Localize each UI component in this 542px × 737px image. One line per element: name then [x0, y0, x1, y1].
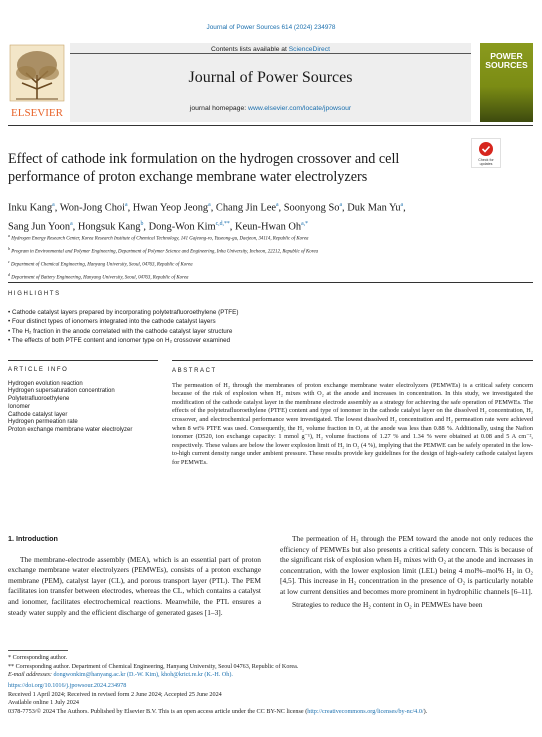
author-affiliation-marker[interactable]: a	[125, 202, 128, 208]
highlight-item: • Four distinct types of ionomers integrated into the cathode catalyst layers	[8, 318, 216, 325]
author-list: Inku Kang$^a$, Won-Jong Choi$^a$, Hwan Yeop Jeong$^a$, Chang Jin Lee$^a$, Soonyong So$^a$, Duk Man Yu$^a$, Sang Jun Yoon$^a$, Hongsuk Kang$^b$, Dong-Won Kim$^{c,d,**}$, Keun-Hwan $Oh^{a,*}$	[8, 202, 406, 233]
license-line	[8, 708, 533, 717]
keyword: Proton exchange membrane water electrolyzer	[8, 426, 133, 433]
abstract-heading: ABSTRACT	[172, 368, 217, 374]
author-name[interactable]: Inku Kang	[8, 202, 53, 214]
affiliation	[8, 270, 528, 283]
affiliation-marker: b	[8, 245, 10, 251]
author-name[interactable]: Hongsuk Kang	[77, 221, 141, 233]
elsevier-tree-logo	[8, 43, 66, 122]
affiliation-text: Department of Chemical Engineering, Hanyang University, Seoul, 04763, Republic of Korea	[11, 262, 193, 268]
abstract-rule	[172, 360, 533, 361]
highlight-item: • Cathode catalyst layers prepared by incorporating polytetrafluoroethylene (PTFE)	[8, 308, 239, 316]
keyword: Hydrogen evolution reaction	[8, 380, 83, 387]
cover-title	[480, 52, 533, 70]
affiliation	[8, 257, 528, 270]
journal-title: Journal of Power Sources	[188, 69, 353, 86]
affiliation-text: Program in Environmental and Polymer Engineering, Department of Polymer Science and Engineering, Inha University, Incheon, 22212, Republic of Korea	[11, 249, 319, 255]
affiliation-marker: c	[8, 258, 10, 264]
contents-line	[70, 46, 471, 53]
author-affiliation-marker[interactable]: b	[140, 221, 144, 228]
license-prefix: 0378-7753/© 2024 The Authors. Published by Elsevier B.V. This is an open access article under the CC BY-NC license (	[8, 707, 308, 715]
author-name[interactable]: Keun-Hwan Oh	[234, 221, 302, 233]
abstract-text: The permeation of H₂ through the membranes of proton exchange membrane water electrolyzers (PEMWEs) is a critical safety concern because of the risk of explosion when H₂ mixes with O₂ at the anode and increases in concentration. In this study, we investigated the modification of the cathode catalyst layer in the membrane electrode assembly as a strategy for achieving the safe operation of PEMWEs. The effects of the polytetrafluoroethylene (PTFE) content and type of ionomer in the cathode catalyst layer on the dissolved H₂ concentration, H₂ crossover, and electrochemical performance were investigated. The lowest dissolved H₂ concentration and H₂ permeation rate were achieved when 8 wt% PTFE was used. Consequently, the H₂ volume fraction in O₂ at the anode was less than 0.88 %. Additionally, using the Nafion ionomer (D520, ion exchange capacity: 1 mmol g⁻¹), H₂ volume fractions of 1.27 % and 1.34 % were obtained at 0.08 and 5 A cm⁻², respectively. These values are below the lower explosion limit of H₂ in O₂ (4 %), implying that the PEMWE can be safely operated in the low-to-high current density range under ambient pressure. These results provide key guidelines for the design of high-safety cathode catalyst layers for PEMWEs.	[172, 381, 533, 466]
keywords-list	[8, 381, 158, 435]
article-title: Effect of cathode ink formulation on the hydrogen crossover and cell performance of proton exchange membrane water electrolyzers	[8, 151, 400, 185]
journal-cover-thumbnail[interactable]	[480, 43, 533, 122]
footnote-rule	[8, 650, 68, 651]
author-affiliation-marker[interactable]: a	[70, 221, 73, 228]
author-affiliation-marker[interactable]: a,*	[301, 221, 308, 228]
cover-title-2: SOURCES	[485, 60, 528, 70]
homepage-link[interactable]: www.elsevier.com/locate/jpowsour	[248, 105, 352, 112]
intro-heading: 1. Introduction	[8, 534, 58, 543]
svg-text:Check for: Check for	[478, 158, 494, 162]
journal-banner	[70, 43, 471, 122]
highlights-divider	[8, 282, 533, 283]
sciencedirect-link[interactable]: ScienceDirect	[288, 46, 330, 53]
author-affiliation-marker[interactable]: a	[52, 202, 55, 208]
abstract-section	[172, 368, 533, 468]
keyword: Hydrogen permeation rate	[8, 419, 78, 426]
body-left-column	[8, 534, 261, 618]
author-affiliation-marker[interactable]: a	[400, 202, 404, 208]
masthead-divider	[8, 125, 533, 126]
masthead	[8, 43, 533, 122]
highlights-heading: HIGHLIGHTS	[8, 291, 61, 297]
intro-paragraph: The permeation of H₂ through the PEM toward the anode not only reduces the efficiency of PEMWEs but also presents a critical safety concern. This is because of the significant risk of explosion when H₂ mixes with O₂ at the anode and increases in concentration, with the lower explosion limit (LEL) being 4 mol%–mol% H₂ in O₂ [4,5]. This increase in H₂ concentration in the presence of O₂ is particularly notable at low current densities and becomes more prominent in hydrophilic channels [6–11].	[280, 534, 533, 596]
body-right-column	[280, 534, 533, 610]
affiliation-marker: d	[8, 271, 10, 277]
author-name[interactable]: Dong-Won Kim	[148, 221, 216, 233]
cover-title-1: POWER	[490, 51, 523, 61]
affiliation	[8, 231, 528, 244]
author-affiliation-marker[interactable]: c,d,**	[215, 221, 230, 228]
publication-info	[8, 682, 533, 716]
received-dates: Received 1 April 2024; Received in revised form 2 June 2024; Accepted 25 June 2024	[8, 690, 222, 698]
intro-paragraph: The membrane-electrode assembly (MEA), which is an essential part of proton exchange membrane water electrolyzers (PEMWEs), consists of a proton exchange membrane (PEM), catalyst layer (CL), and porous transport layer (PTL). The PEM facilitates ion transfer between electrodes, whereas the CL, which contains a catalyst and ionomer, facilitates electrochemical reactions. Meanwhile, the PTL ensures a steady water supply and the efficient discharge of generated gases [1–3].	[8, 554, 261, 617]
affiliation-text: Hydrogen Energy Research Center, Korea Research Institute of Chemical Technology, 141 Gajeong-ro, Yuseong-gu, Daejeon, 34114, Republic of Korea	[11, 236, 309, 242]
corresponding-author-note: * Corresponding author.	[8, 655, 68, 661]
footnotes	[8, 650, 533, 680]
check-for-updates-icon[interactable]	[471, 138, 501, 168]
author-name[interactable]: Duk Man Yu	[347, 202, 401, 214]
email-line	[8, 671, 533, 680]
doi-link[interactable]: https://doi.org/10.1016/j.jpowsour.2024.234978	[8, 682, 127, 689]
contents-prefix: Contents lists available at	[211, 46, 289, 53]
author-name[interactable]: Hwan Yeop Jeong	[132, 202, 209, 214]
banner-rule	[70, 53, 471, 54]
homepage-line	[70, 105, 471, 112]
keyword: Hydrogen supersaturation concentration	[8, 388, 115, 395]
highlights-section	[8, 291, 533, 346]
keyword: Ionomer	[8, 403, 31, 410]
email-label: E-mail addresses:	[8, 672, 54, 678]
elsevier-wordmark: ELSEVIER	[11, 107, 63, 119]
author-affiliation-marker[interactable]: a	[208, 202, 211, 208]
corresponding-author-note: ** Corresponding author. Department of Chemical Engineering, Hanyang University, Seoul 04763, Republic of Korea.	[8, 663, 299, 670]
highlight-item: • The H₂ fraction in the anode correlated with the cathode catalyst layer structure	[8, 327, 233, 335]
article-info-rule	[8, 360, 158, 361]
affiliation-marker: a	[8, 233, 10, 238]
journal-citation[interactable]: Journal of Power Sources 614 (2024) 234978	[206, 24, 336, 31]
highlight-item: • The effects of both PTFE content and ionomer type on H₂ crossover examined	[8, 337, 231, 344]
keyword: Polytetrafluoroethylene	[8, 396, 70, 403]
keyword: Cathode catalyst layer	[8, 411, 68, 418]
author-name[interactable]: Won-Jong Choi	[59, 202, 126, 214]
license-suffix: ).	[423, 707, 428, 715]
article-info-section	[8, 367, 158, 435]
affiliation-text: Department of Battery Engineering, Hanyang University, Seoul, 04763, Republic of Korea	[11, 275, 189, 281]
email-addresses[interactable]: dongwonkim@hanyang.ac.kr (D.-W. Kim), khoh@krict.re.kr (K.-H. Oh).	[53, 672, 233, 678]
author-name[interactable]: Chang Jin Lee	[215, 202, 276, 214]
affiliation-list	[8, 231, 528, 283]
author-name[interactable]: Sang Jun Yoon	[8, 221, 71, 233]
online-date: Available online 1 July 2024	[8, 699, 80, 707]
author-name[interactable]: Soonyong So	[283, 202, 340, 214]
author-affiliation-marker[interactable]: a	[275, 202, 279, 208]
author-affiliation-marker[interactable]: a	[339, 202, 343, 208]
license-link[interactable]: http://creativecommons.org/licenses/by-nc/4.0/	[307, 707, 424, 715]
homepage-prefix: journal homepage:	[189, 105, 249, 112]
svg-text:updates: updates	[479, 162, 493, 166]
affiliation	[8, 244, 528, 257]
intro-paragraph: Strategies to reduce the H₂ content in O₂ in PEMWEs have been	[292, 599, 483, 609]
article-info-heading: ARTICLE INFO	[8, 367, 69, 373]
